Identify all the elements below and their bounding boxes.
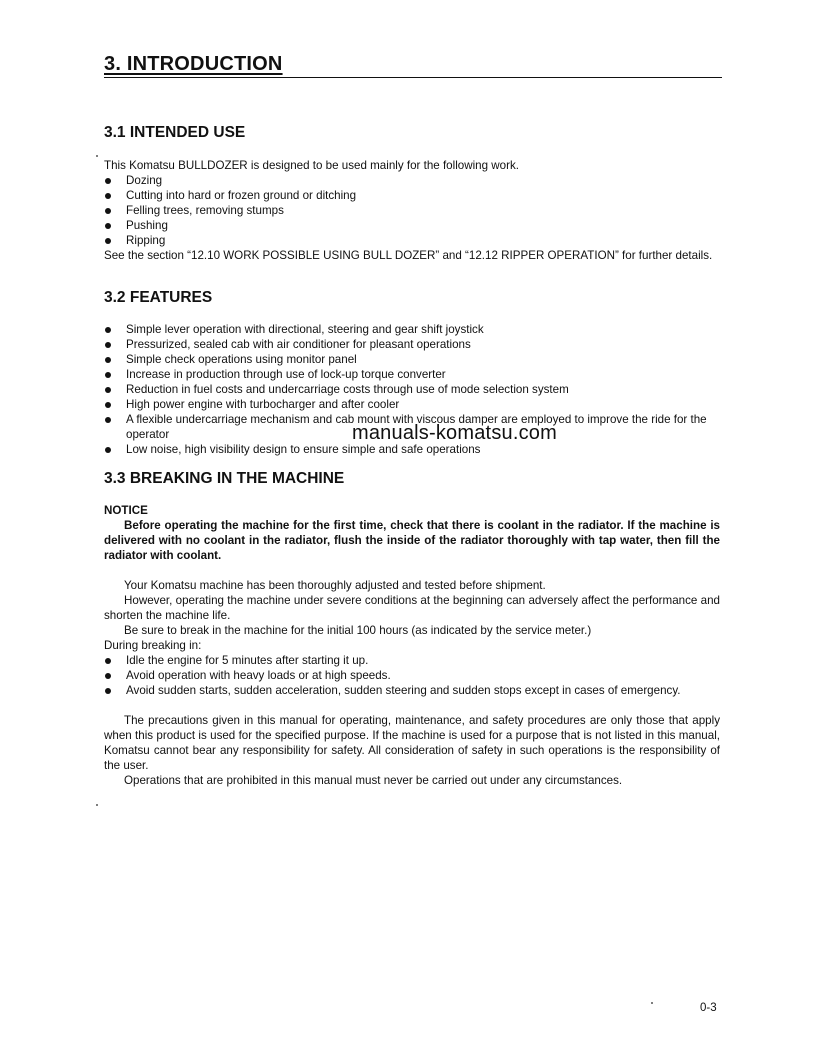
section-breaking-in (104, 503, 720, 788)
breaking-in-list (104, 653, 720, 698)
list-item: Felling trees, removing stumps (104, 203, 720, 218)
list-item: Dozing (104, 173, 720, 188)
list-item: Avoid sudden starts, sudden acceleration, sudden steering and sudden stops except in cases of emergency. (104, 683, 720, 698)
list-item: Reduction in fuel costs and undercarriage costs through use of mode selection system (104, 382, 720, 397)
list-item: Pressurized, sealed cab with air conditioner for pleasant operations (104, 337, 720, 352)
list-item: Idle the engine for 5 minutes after starting it up. (104, 653, 720, 668)
notice-label: NOTICE (104, 504, 148, 517)
section-title-breaking-in: 3.3 BREAKING IN THE MACHINE (104, 470, 345, 487)
list-item: Increase in production through use of lock-up torque converter (104, 367, 720, 382)
list-item: Simple check operations using monitor panel (104, 352, 720, 367)
closing-para-2: Operations that are prohibited in this manual must never be carried out under any circumstances. (124, 774, 623, 787)
scan-speck (96, 804, 98, 806)
breaking-in-para-2: However, operating the machine under severe conditions at the beginning can adversely affect the performance and shorten the machine life. (104, 594, 720, 622)
page-number: 0-3 (700, 1002, 717, 1014)
breaking-in-para-3: Be sure to break in the machine for the initial 100 hours (as indicated by the service meter.) (124, 624, 592, 637)
watermark: manuals-komatsu.com (352, 422, 557, 444)
list-item: High power engine with turbocharger and after cooler (104, 397, 720, 412)
list-item: Avoid operation with heavy loads or at high speeds. (104, 668, 720, 683)
chapter-title: 3. INTRODUCTION (104, 53, 283, 75)
scan-speck (651, 1002, 653, 1004)
breaking-in-para-1: Your Komatsu machine has been thoroughly adjusted and tested before shipment. (124, 579, 546, 592)
section-title-features: 3.2 FEATURES (104, 289, 213, 306)
closing-para-1: The precautions given in this manual for operating, maintenance, and safety procedures are only those that apply when this product is used for the specified purpose. If the machine is used for a purpose that is not listed in this manual, Komatsu cannot bear any responsibility for safety. All consideration of safety in such operations is the responsibility of the user. (104, 714, 720, 772)
intended-use-see-also: See the section “12.10 WORK POSSIBLE USING BULL DOZER” and “12.12 RIPPER OPERATION” for further details. (104, 249, 713, 262)
notice-text: Before operating the machine for the first time, check that there is coolant in the radiator. If the machine is delivered with no coolant in the radiator, flush the inside of the radiator thoroughly with tap water, then fill the radiator with coolant. (104, 519, 720, 562)
breaking-in-para-4: During breaking in: (104, 639, 202, 652)
list-item: Pushing (104, 218, 720, 233)
chapter-heading (104, 51, 722, 78)
intended-use-intro: This Komatsu BULLDOZER is designed to be used mainly for the following work. (104, 159, 519, 172)
list-item: Low noise, high visibility design to ensure simple and safe operations (104, 442, 720, 457)
list-item: A flexible undercarriage mechanism and cab mount with viscous damper are employed to improve the ride for the operator (104, 412, 720, 442)
list-item: Simple lever operation with directional, steering and gear shift joystick (104, 322, 720, 337)
list-item: Cutting into hard or frozen ground or ditching (104, 188, 720, 203)
scan-speck (96, 155, 98, 157)
list-item: Ripping (104, 233, 720, 248)
section-intended-use (104, 158, 720, 263)
section-title-intended-use: 3.1 INTENDED USE (104, 124, 246, 141)
intended-use-list (104, 173, 720, 248)
